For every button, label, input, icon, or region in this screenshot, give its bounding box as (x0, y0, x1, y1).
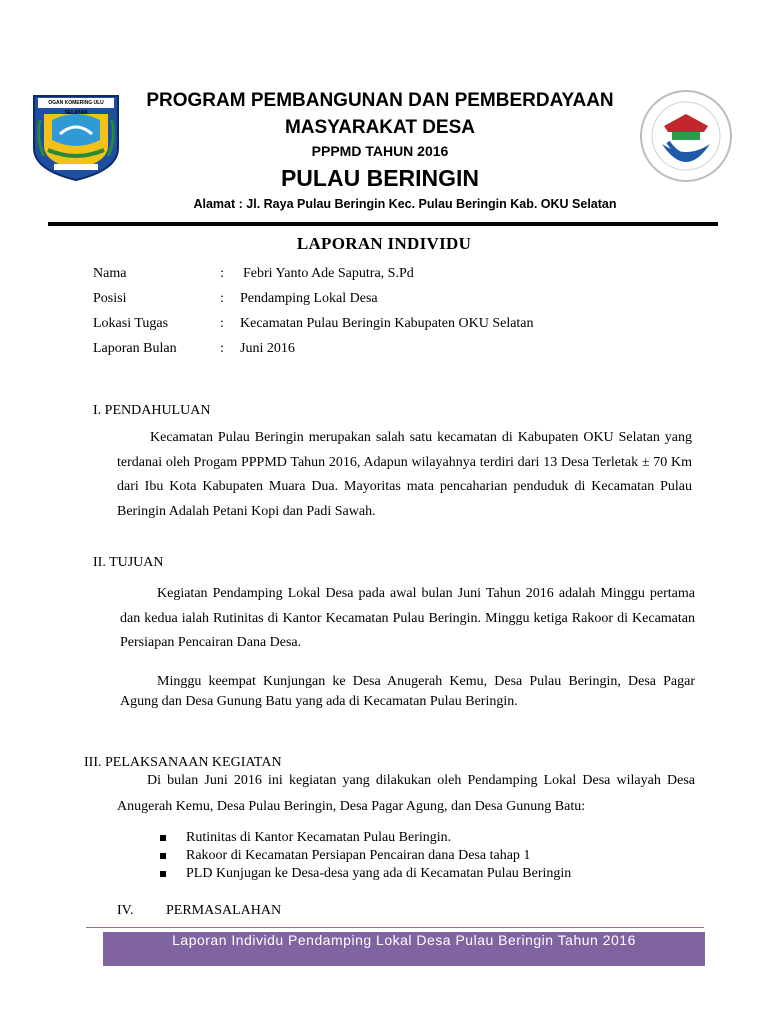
info-colon: : (220, 266, 224, 281)
section-body-tujuan-2: Minggu keempat Kunjungan ke Desa Anugerah Kemu, Desa Pulau Beringin, Desa Pagar Agung dan Desa Gunung Batu yang ada di Kecamatan Pulau Beringin. (120, 674, 695, 709)
info-label: Nama (93, 266, 127, 281)
info-value: Juni 2016 (240, 341, 295, 356)
info-label: Posisi (93, 291, 127, 306)
footer-banner (103, 932, 705, 966)
section-body-pendahuluan: Kecamatan Pulau Beringin merupakan salah satu kecamatan di Kabupaten OKU Selatan yang terdanai oleh Progam PPPMD Tahun 2016, Adapun wilayahnya terdiri dari 13 Desa Terletak ± 70 Km dari Ibu Kota Kabupaten Muara Dua. Mayoritas mata pencaharian penduduk di Kecamatan Pulau Beringin Adalah Petani Kopi dan Padi Sawah. (117, 430, 692, 519)
report-title: LAPORAN INDIVIDU (296, 234, 472, 253)
section-title-pendahuluan: I. PENDAHULUAN (93, 403, 211, 418)
bullet-icon (160, 871, 166, 877)
info-label: Lokasi Tugas (93, 316, 169, 331)
header-program-title: PROGRAM PEMBANGUNAN DAN PEMBERDAYAAN (146, 90, 614, 111)
footer-divider (86, 927, 704, 928)
info-value: Kecamatan Pulau Beringin Kabupaten OKU Selatan (240, 316, 534, 331)
header-address: Alamat : Jl. Raya Pulau Beringin Kec. Pulau Beringin Kab. OKU Selatan (193, 197, 617, 211)
regency-logo (30, 90, 122, 182)
list-item-text: Rutinitas di Kantor Kecamatan Pulau Beringin. (186, 830, 452, 845)
list-item-text: PLD Kunjugan ke Desa-desa yang ada di Kecamatan Pulau Beringin (186, 866, 572, 881)
info-colon: : (220, 291, 224, 306)
header-location: PULAU BERINGIN (280, 165, 480, 191)
list-item (160, 847, 660, 865)
section-title-permasalahan: PERMASALAHAN (166, 903, 282, 918)
section-title-tujuan: II. TUJUAN (93, 555, 164, 570)
section-number-permasalahan: IV. (117, 903, 134, 918)
info-value: Pendamping Lokal Desa (240, 291, 378, 306)
section-body-tujuan-1: Kegiatan Pendamping Lokal Desa pada awal bulan Juni Tahun 2016 adalah Minggu pertama dan kedua ialah Rutinitas di Kantor Kecamatan Pulau Beringin. Minggu ketiga Rakoor di Kecamatan Persiapan Pencairan Dana Desa. (120, 586, 695, 650)
bullet-icon (160, 835, 166, 841)
header-program-subtitle: MASYARAKAT DESA (284, 117, 476, 138)
info-colon: : (220, 341, 224, 356)
header-program-year: PPPMD TAHUN 2016 (311, 143, 449, 159)
footer-text: Laporan Individu Pendamping Lokal Desa Pulau Beringin Tahun 2016 (172, 932, 636, 948)
list-item (160, 829, 660, 847)
ministry-logo (638, 88, 734, 184)
list-item (160, 865, 660, 883)
bullet-icon (160, 853, 166, 859)
list-item-text: Rakoor di Kecamatan Persiapan Pencairan dana Desa tahap 1 (186, 848, 531, 863)
info-label: Laporan Bulan (93, 341, 177, 356)
header-divider (48, 222, 718, 226)
activity-list (160, 829, 660, 883)
regency-logo-text: OGAN KOMERING ULU SELATAN (48, 100, 104, 116)
info-colon: : (220, 316, 224, 331)
info-value: Febri Yanto Ade Saputra, S.Pd (243, 266, 414, 281)
section-body-pelaksanaan: Di bulan Juni 2016 ini kegiatan yang dilakukan oleh Pendamping Lokal Desa wilayah Desa Anugerah Kemu, Desa Pulau Beringin, Desa Pagar Agung, dan Desa Gunung Batu: (117, 773, 695, 814)
section-title-pelaksanaan: III. PELAKSANAAN KEGIATAN (84, 755, 282, 770)
